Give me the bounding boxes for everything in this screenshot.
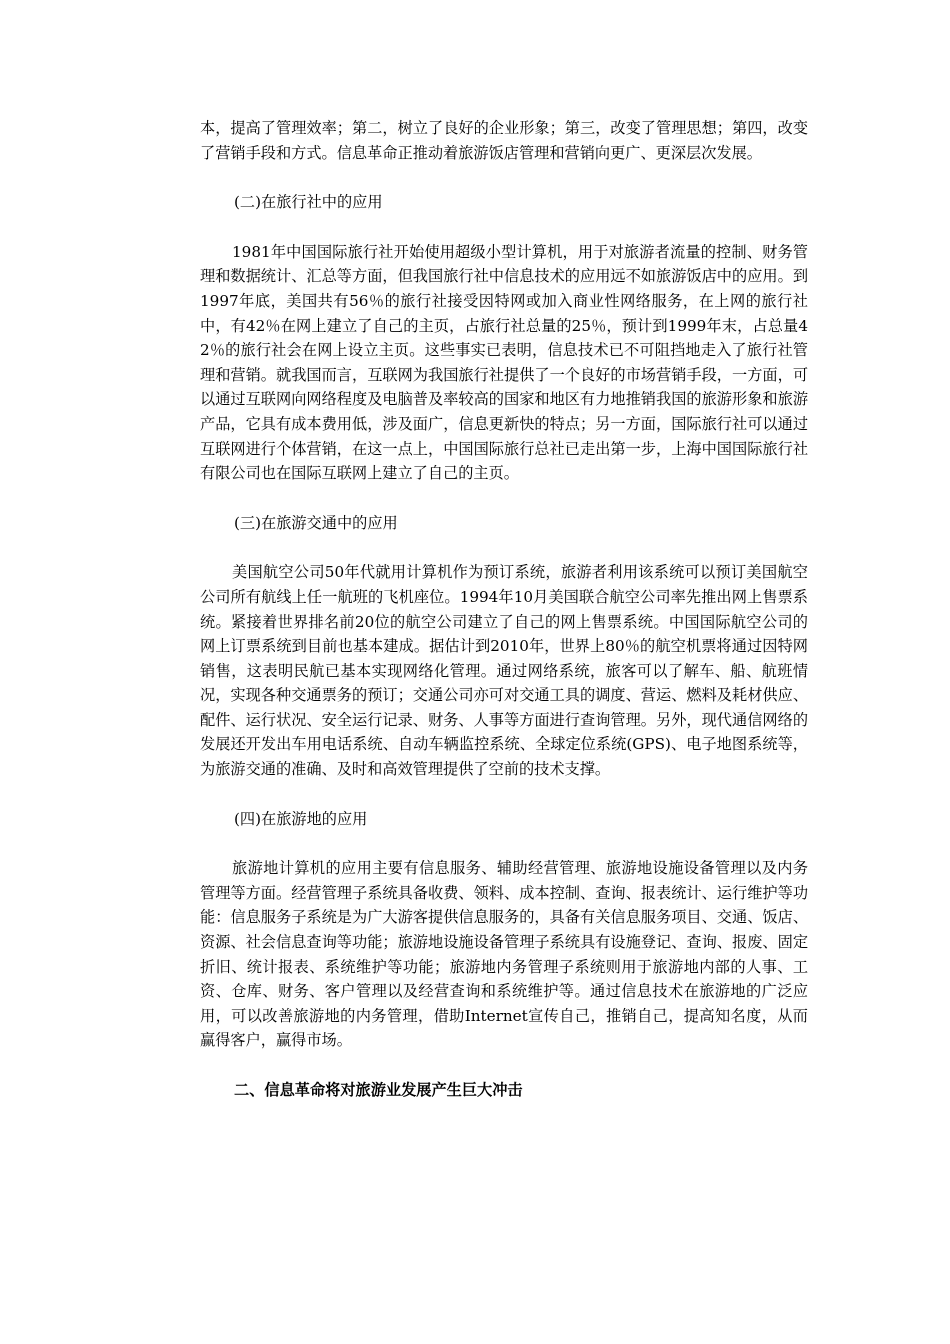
spacer [200, 831, 808, 856]
spacer [200, 486, 808, 511]
spacer [200, 1053, 808, 1078]
paragraph-destination: 旅游地计算机的应用主要有信息服务、辅助经营管理、旅游地设施设备管理以及内务管理等方面。经营管理子系统具备收费、领料、成本控制、查询、报表统计、运行维护等功能：信息服务子系统是为广大游客提供信息服务的，具备有关信息服务项目、交通、饭店、资源、社会信息查询等功能；旅游地设施设备管理子系统具有设施登记、查询、报废、固定折旧、统计报表、系统维护等功能；旅游地内务管理子系统则用于旅游地内部的人事、工资、仓库、财务、客户管理以及经营查询和系统维护等。通过信息技术在旅游地的广泛应用，可以改善旅游地的内务管理，借助Internet宣传自己，推销自己，提高知名度，从而赢得客户，赢得市场。 [200, 859, 808, 1050]
paragraph-continuation: 本，提高了管理效率；第二，树立了良好的企业形象；第三，改变了管理思想；第四，改变了营销手段和方式。信息革命正推动着旅游饭店管理和营销向更广、更深层次发展。 [200, 119, 808, 162]
spacer [200, 165, 808, 190]
section-heading-destination: (四)在旅游地的应用 [234, 809, 368, 828]
section-heading-transport: (三)在旅游交通中的应用 [234, 513, 398, 532]
spacer [200, 535, 808, 560]
spacer [200, 215, 808, 240]
spacer [200, 782, 808, 807]
section-heading-travel-agency: (二)在旅行社中的应用 [234, 193, 383, 212]
document-page [200, 116, 808, 1103]
paragraph-travel-agency: 1981年中国国际旅行社开始使用超级小型计算机，用于对旅游者流量的控制、财务管理和数据统计、汇总等方面，但我国旅行社中信息技术的应用远不如旅游饭店中的应用。到1997年底，美国共有56％的旅行社接受因特网或加入商业性网络服务，在上网的旅行社中，有42％在网上建立了自己的主页，占旅行社总量的25％，预计到1999年末，占总量42％的旅行社会在网上设立主页。这些事实已表明，信息技术已不可阻挡地走入了旅行社管理和营销。就我国而言，互联网为我国旅行社提供了一个良好的市场营销手段，一方面，可以通过互联网向网络程度及电脑普及率较高的国家和地区有力地推销我国的旅游形象和旅游产品，它具有成本费用低，涉及面广，信息更新快的特点；另一方面，国际旅行社可以通过互联网进行个体营销，在这一点上，中国国际旅行总社已走出第一步，上海中国国际旅行社有限公司也在国际互联网上建立了自己的主页。 [200, 242, 808, 483]
paragraph-transport: 美国航空公司50年代就用计算机作为预订系统，旅游者利用该系统可以预订美国航空公司所有航线上任一航班的飞机座位。1994年10月美国联合航空公司率先推出网上售票系统。紧接着世界排名前20位的航空公司建立了自己的网上售票系统。中国国际航空公司的网上订票系统到目前也基本建成。据估计到2010年，世界上80％的航空机票将通过因特网销售，这表明民航已基本实现网络化管理。通过网络系统，旅客可以了解车、船、航班情况，实现各种交通票务的预订；交通公司亦可对交通工具的调度、营运、燃料及耗材供应、配件、运行状况、安全运行记录、财务、人事等方面进行查询管理。另外，现代通信网络的发展还开发出车用电话系统、自动车辆监控系统、全球定位系统(GPS)、电子地图系统等，为旅游交通的准确、及时和高效管理提供了空前的技术支撑。 [200, 563, 808, 779]
chapter-heading-impact: 二、信息革命将对旅游业发展产生巨大冲击 [234, 1081, 523, 1099]
